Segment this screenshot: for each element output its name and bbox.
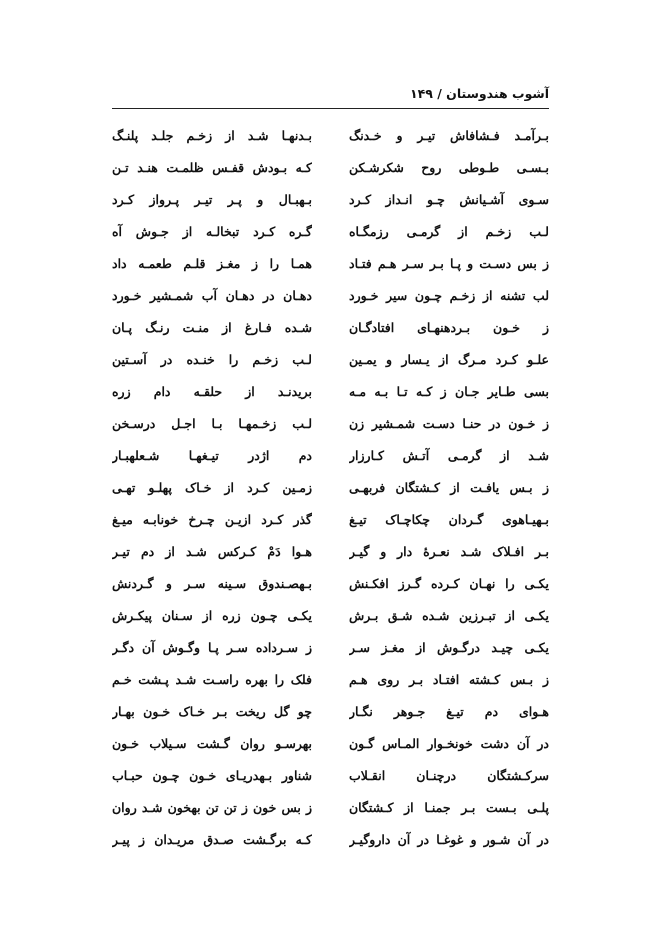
hemistich-first: ز بـس یافـت از کـشتگان فربهـی: [349, 480, 549, 495]
hemistich-second: فلک را بهره راسـت شـد پـشت خـم: [112, 672, 312, 687]
hemistich-first: ز خـون بـردهنهـای افتادگـان: [349, 320, 549, 335]
hemistich-first: لـب زخـم از گرمـی رزمگـاه: [349, 224, 549, 239]
couplet: [112, 440, 549, 472]
hemistich-first: بـرآمـد فـشافاش تیـر و خـدنگ: [349, 128, 549, 143]
hemistich-second: هـوا دَمْ کـرکس شـد از دم تیـر: [112, 544, 312, 559]
couplet: [112, 568, 549, 600]
hemistich-second: شناور بـهدریـای خـون چـون حبـاب: [112, 768, 312, 783]
hemistich-first: لب تشنه از زخـم چـون سیر خـورد: [349, 288, 549, 303]
hemistich-second: یکـی چـون زره از سـنان پیکـرش: [112, 608, 312, 623]
couplet: [112, 664, 549, 696]
couplet: [112, 152, 549, 184]
hemistich-second: گذر کـرد ازیـن چـرخ خونابـه میـغ: [112, 512, 312, 527]
header-rule: [112, 108, 549, 109]
couplet: [112, 536, 549, 568]
couplet: [112, 632, 549, 664]
hemistich-first: پلـی بـست بـر جمنـا از کـشتگان: [349, 800, 549, 815]
hemistich-second: بـهصـندوق سـینه سـر و گـردنش: [112, 576, 312, 591]
hemistich-first: سـوی آشـیانش چـو انـداز کـرد: [349, 192, 549, 207]
hemistich-first: هـوای دم تیـغ جـوهر نگـار: [349, 704, 549, 719]
hemistich-second: گـره کـرد تبخالـه از جـوش آه: [112, 224, 312, 239]
couplet: [112, 472, 549, 504]
hemistich-second: بریدنـد از حلقـه دام زره: [112, 384, 312, 399]
couplet: [112, 696, 549, 728]
hemistich-second: کـه بـودش قفـس ظلمـت هنـد تـن: [112, 160, 312, 175]
hemistich-second: بـدنهـا شـد از زخـم جلـد پلنـگ: [112, 128, 312, 143]
hemistich-second: زمـین کـرد از خـاک پهلـو تهـی: [112, 480, 312, 495]
hemistich-first: بـر افـلاک شـد نعـرهٔ دار و گیـر: [349, 544, 549, 559]
hemistich-first: بـهیـاهوی گـردان چکاچـاک تیـغ: [349, 512, 549, 527]
couplet: [112, 728, 549, 760]
hemistich-second: کـه برگـشت صـدق مریـدان ز پیـر: [112, 832, 312, 847]
hemistich-first: ز بس دسـت و پـا بـر سـر هـم فتـاد: [349, 256, 549, 271]
couplet: [112, 184, 549, 216]
hemistich-second: بهرسـو روان گـشت سـیلاب خـون: [112, 736, 312, 751]
hemistich-first: در آن شـور و غوغـا در آن داروگیـر: [349, 832, 549, 847]
hemistich-first: یکـی چیـد درگـوش از مغـز سـر: [349, 640, 549, 655]
poem-body: [112, 120, 549, 847]
couplet: [112, 408, 549, 440]
hemistich-first: شـد از گرمـی آتـش کـارزار: [349, 448, 549, 463]
hemistich-first: یکـی را نهـان کـرده گـرز افکـنش: [349, 576, 549, 591]
hemistich-first: علـو کـرد مـرگ از یـسار و یمـین: [349, 352, 549, 367]
hemistich-first: در آن دشت خونخـوار المـاس گـون: [349, 736, 549, 751]
hemistich-first: سرکـشتگان درچنـان انقـلاب: [349, 768, 549, 783]
couplet: [112, 280, 549, 312]
couplet: [112, 120, 549, 152]
couplet: [112, 600, 549, 632]
couplet: [112, 504, 549, 536]
couplet: [112, 248, 549, 280]
hemistich-second: همـا را ز مغـز قلـم طعمـه داد: [112, 256, 312, 271]
couplet: [112, 376, 549, 408]
hemistich-first: یکـی از تبـرزین شـده شـق بـرش: [349, 608, 549, 623]
hemistich-second: بـهبـال و پـر تیـر پـرواز کـرد: [112, 192, 312, 207]
couplet: [112, 312, 549, 344]
hemistich-second: لـب زخـمهـا بـا اجـل درسـخن: [112, 416, 312, 431]
hemistich-first: ز بـس کـشته افتـاد بـر روی هـم: [349, 672, 549, 687]
couplet: [112, 792, 549, 824]
hemistich-second: دهـان در دهـان آب شمـشیر خـورد: [112, 288, 312, 303]
hemistich-second: ز سـرداده سـر پـا وگـوش آن دگـر: [112, 640, 312, 655]
couplet: [112, 344, 549, 376]
hemistich-first: بسی طـایر جـان ز کـه تـا بـه مـه: [349, 384, 549, 399]
hemistich-second: شـده فـارغ از منـت رنـگ پـان: [112, 320, 312, 335]
running-head: آشوب هندوستان / ۱۴۹: [409, 86, 549, 101]
couplet: [112, 760, 549, 792]
hemistich-second: دم اژدر تیـغهـا شـعلهبـار: [112, 448, 312, 463]
hemistich-second: لـب زخـم را خنـده در آسـتین: [112, 352, 312, 367]
hemistich-second: ز بس خون ز تن تن بهخون شـد روان: [112, 800, 312, 815]
couplet: [112, 216, 549, 248]
couplet: [112, 824, 549, 856]
hemistich-second: چو گل ریخت بـر خـاک خـون بهـار: [112, 704, 312, 719]
hemistich-first: بـسـی طـوطی روح شکرشـکن: [349, 160, 549, 175]
hemistich-first: ز خـون در حنـا دسـت شمـشیر زن: [349, 416, 549, 431]
